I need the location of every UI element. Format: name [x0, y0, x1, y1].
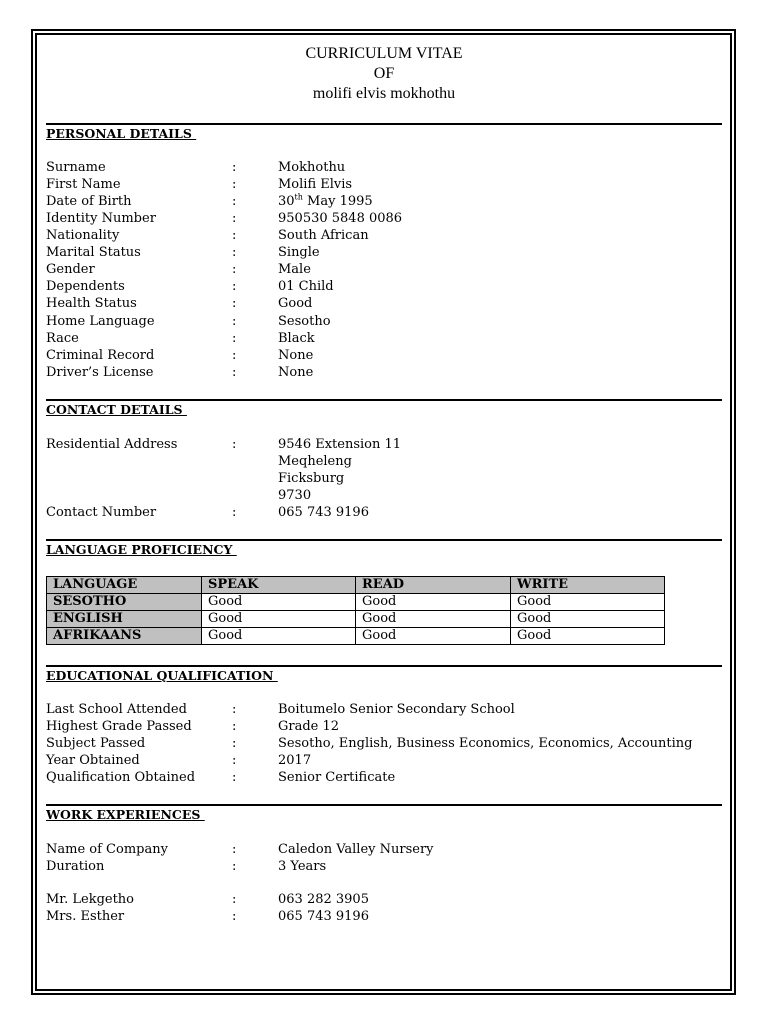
personal-details-heading: PERSONAL DETAILS [46, 126, 197, 141]
field-separator: : [232, 736, 237, 751]
field-label: Contact Number [46, 505, 157, 520]
field-separator: : [232, 365, 237, 380]
address-line: 9730 [278, 488, 312, 503]
dob-day: 30 [278, 194, 295, 209]
field-label: Driver’s License [46, 365, 154, 380]
field-separator: : [232, 437, 237, 452]
section-divider [46, 123, 722, 125]
field-label: Home Language [46, 314, 155, 329]
cv-title-of: OF [373, 65, 395, 82]
language-table [46, 576, 665, 645]
column-header: SPEAK [202, 577, 356, 594]
address-line: Meqheleng [278, 454, 352, 469]
contact-details-heading: CONTACT DETAILS [46, 402, 187, 417]
field-separator: : [232, 296, 237, 311]
section-divider [46, 399, 722, 401]
field-value: Mokhothu [278, 160, 346, 175]
field-separator: : [232, 245, 237, 260]
table-row [47, 594, 665, 611]
field-value: South African [278, 228, 369, 243]
column-header: LANGUAGE [47, 577, 202, 594]
field-separator: : [232, 279, 237, 294]
field-separator: : [232, 314, 237, 329]
write-level: Good [511, 611, 665, 628]
column-header: READ [356, 577, 511, 594]
field-value: Grade 12 [278, 719, 340, 734]
field-separator: : [232, 160, 237, 175]
language-name: SESOTHO [47, 594, 202, 611]
field-separator: : [232, 859, 237, 874]
field-value: Black [278, 331, 315, 346]
field-label: Qualification Obtained [46, 770, 196, 785]
section-divider [46, 539, 722, 541]
table-header-row [47, 577, 665, 594]
address-line: 9546 Extension 11 [278, 437, 402, 452]
educational-qualification-heading: EDUCATIONAL QUALIFICATION [46, 668, 278, 683]
field-value: 950530 5848 0086 [278, 211, 403, 226]
field-label: Race [46, 331, 79, 346]
table-row [47, 611, 665, 628]
reference-name: Mrs. Esther [46, 909, 125, 924]
reference-phone: 065 743 9196 [278, 909, 369, 924]
field-value: 01 Child [278, 279, 334, 294]
field-value: Good [278, 296, 313, 311]
field-label: Identity Number [46, 211, 156, 226]
cv-title: CURRICULUM VITAE [305, 45, 463, 62]
field-separator: : [232, 505, 237, 520]
field-value: 2017 [278, 753, 312, 768]
field-label: Dependents [46, 279, 125, 294]
field-separator: : [232, 719, 237, 734]
speak-level: Good [202, 611, 356, 628]
field-value: Male [278, 262, 311, 277]
field-separator: : [232, 842, 237, 857]
field-value: Sesotho [278, 314, 331, 329]
language-proficiency-heading: LANGUAGE PROFICIENCY [46, 542, 237, 557]
write-level: Good [511, 594, 665, 611]
field-separator: : [232, 194, 237, 209]
work-experiences-heading: WORK EXPERIENCES [46, 807, 205, 822]
section-divider [46, 665, 722, 667]
field-label: Subject Passed [46, 736, 146, 751]
field-value: None [278, 365, 314, 380]
read-level: Good [356, 594, 511, 611]
field-value: Molifi Elvis [278, 177, 353, 192]
field-label: First Name [46, 177, 121, 192]
field-label: Last School Attended [46, 702, 187, 717]
field-separator: : [232, 753, 237, 768]
field-label: Marital Status [46, 245, 141, 260]
field-label: Health Status [46, 296, 137, 311]
field-separator: : [232, 348, 237, 363]
field-label: Name of Company [46, 842, 168, 857]
field-value: Single [278, 245, 320, 260]
read-level: Good [356, 611, 511, 628]
field-label: Highest Grade Passed [46, 719, 192, 734]
field-label: Duration [46, 859, 105, 874]
field-label: Nationality [46, 228, 120, 243]
field-separator: : [232, 909, 237, 924]
language-name: AFRIKAANS [47, 628, 202, 645]
address-line: Ficksburg [278, 471, 345, 486]
field-separator: : [232, 892, 237, 907]
field-value: None [278, 348, 314, 363]
field-value [278, 193, 373, 210]
field-label: Date of Birth [46, 194, 132, 209]
field-separator: : [232, 702, 237, 717]
column-header: WRITE [511, 577, 665, 594]
field-separator: : [232, 177, 237, 192]
field-value: Caledon Valley Nursery [278, 842, 434, 857]
table-row [47, 628, 665, 645]
field-label: Surname [46, 160, 106, 175]
field-value: 3 Years [278, 859, 327, 874]
field-label: Gender [46, 262, 95, 277]
field-separator: : [232, 770, 237, 785]
field-separator: : [232, 331, 237, 346]
field-separator: : [232, 262, 237, 277]
read-level: Good [356, 628, 511, 645]
field-label: Residential Address [46, 437, 178, 452]
field-separator: : [232, 211, 237, 226]
reference-name: Mr. Lekgetho [46, 892, 135, 907]
dob-month-year: May 1995 [302, 194, 373, 209]
cv-owner-name: molifi elvis mokhothu [312, 85, 456, 102]
field-value: Sesotho, English, Business Economics, Economics, Accounting [278, 736, 693, 751]
dob-ordinal: th [294, 192, 303, 202]
speak-level: Good [202, 628, 356, 645]
write-level: Good [511, 628, 665, 645]
speak-level: Good [202, 594, 356, 611]
language-name: ENGLISH [47, 611, 202, 628]
field-separator: : [232, 228, 237, 243]
field-value: Senior Certificate [278, 770, 396, 785]
section-divider [46, 804, 722, 806]
field-value: Boitumelo Senior Secondary School [278, 702, 515, 717]
field-label: Year Obtained [46, 753, 140, 768]
field-value: 065 743 9196 [278, 505, 369, 520]
reference-phone: 063 282 3905 [278, 892, 369, 907]
field-label: Criminal Record [46, 348, 155, 363]
